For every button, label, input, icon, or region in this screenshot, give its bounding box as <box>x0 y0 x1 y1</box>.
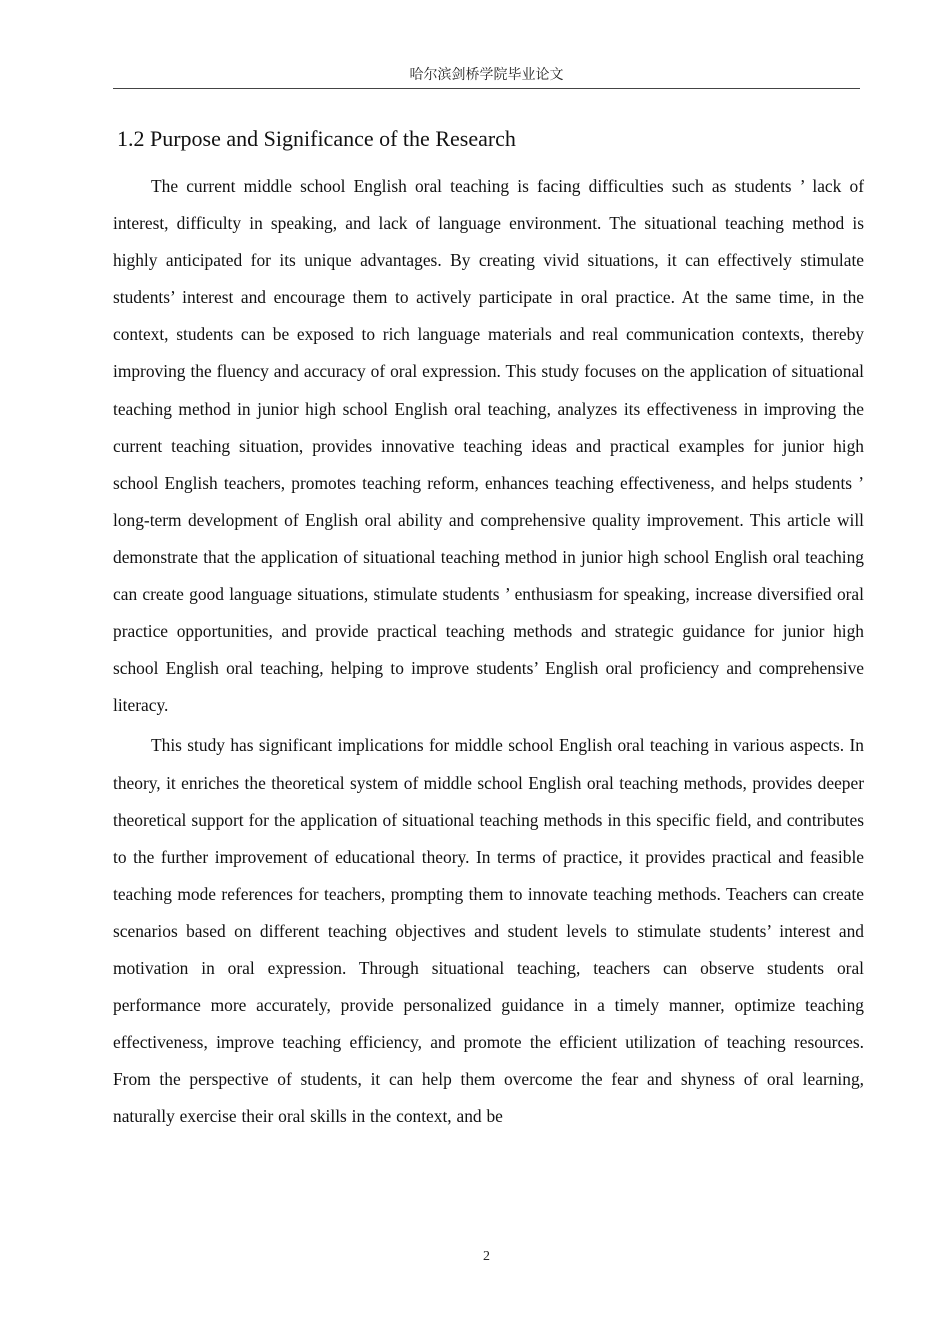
section-title: 1.2 Purpose and Significance of the Research <box>117 126 516 151</box>
page-number: 2 <box>483 1249 490 1264</box>
header-divider <box>113 88 860 89</box>
paragraph-purpose: The current middle school English oral teaching is facing difficulties such as students ’ lack of interest, difficulty in speaking, and lack of language environment. The situational teaching method is highly anticipated for its unique advantages. By creating vivid situations, it can effectively stimulate students’ interest and encourage them to actively participate in oral practice. At the same time, in the context, students can be exposed to rich language materials and real communication contexts, thereby improving the fluency and accuracy of oral expression. This study focuses on the application of situational teaching method in junior high school English oral teaching, analyzes its effectiveness in improving the current teaching situation, provides innovative teaching ideas and practical examples for junior high school English teachers, promotes teaching reform, enhances teaching effectiveness, and helps students ’ long-term development of English oral ability and comprehensive quality improvement. This article will demonstrate that the application of situational teaching method in junior high school English oral teaching can create good language situations, stimulate students ’ enthusiasm for speaking, increase diversified oral practice opportunities, and provide practical teaching methods and strategic guidance for junior high school English oral teaching, helping to improve students’ English oral proficiency and comprehensive literacy. <box>113 176 864 716</box>
running-header: 哈尔滨剑桥学院毕业论文 <box>409 67 564 83</box>
paragraph-significance: This study has significant implications for middle school English oral teaching in various aspects. In theory, it enriches the theoretical system of middle school English oral teaching methods, provides deeper theoretical support for the application of situational teaching methods in this specific field, and contributes to the further improvement of educational theory. In terms of practice, it provides practical and feasible teaching mode references for teachers, prompting them to innovate teaching methods. Teachers can create scenarios based on different teaching objectives and student levels to stimulate students’ interest and motivation in oral expression. Through situational teaching, teachers can observe students oral performance more accurately, provide personalized guidance in a timely manner, optimize teaching effectiveness, improve teaching efficiency, and promote the efficient utilization of teaching resources. From the perspective of students, it can help them overcome the fear and shyness of oral learning, naturally exercise their oral skills in the context, and be <box>113 735 864 1127</box>
body-text <box>113 168 864 1135</box>
